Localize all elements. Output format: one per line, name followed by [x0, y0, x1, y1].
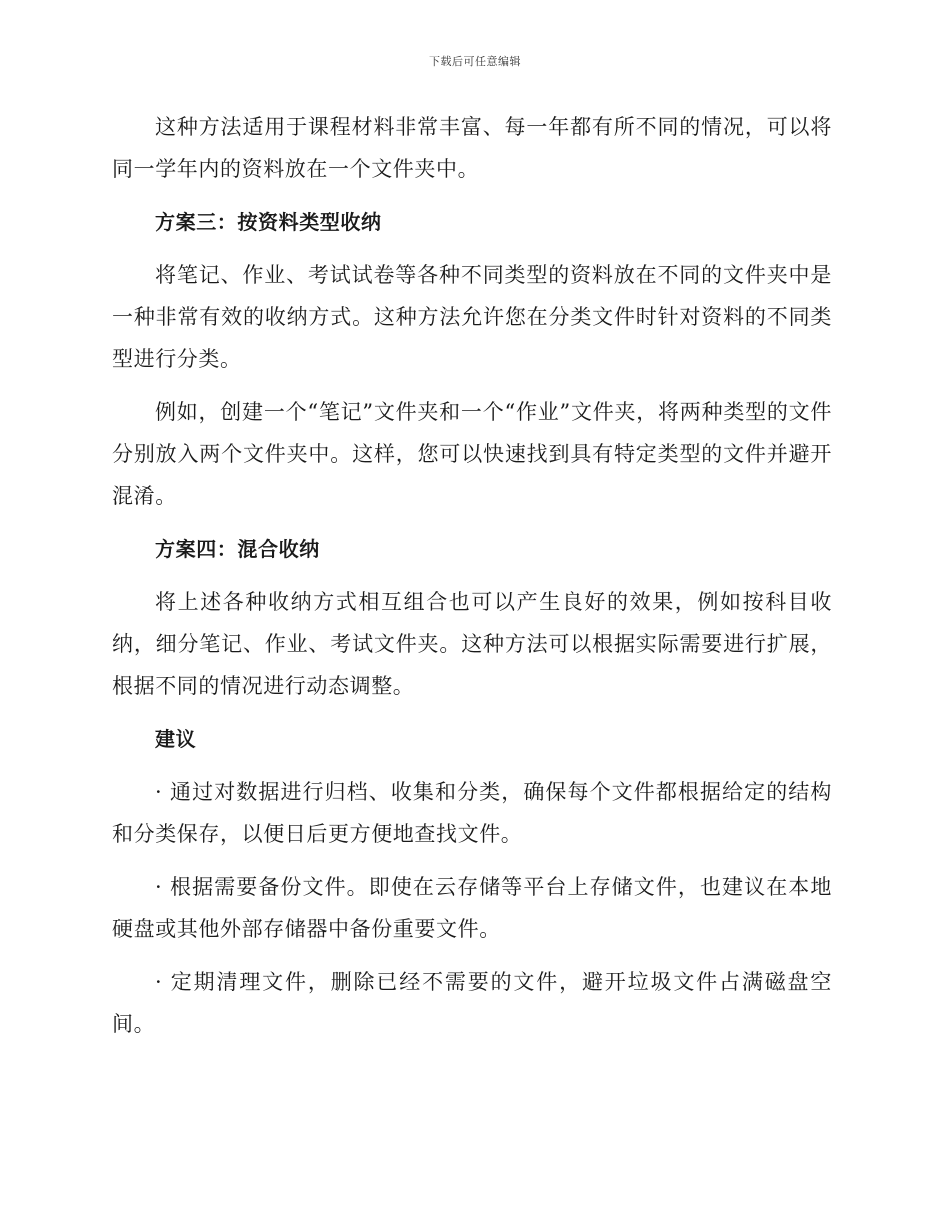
bullet-item-cleanup: · 定期清理文件，删除已经不需要的文件，避开垃圾文件占满磁盘空间。 [112, 970, 832, 1036]
paragraph-mixed-sorting: 将上述各种收纳方式相互组合也可以产生良好的效果，例如按科目收纳，细分笔记、作业、考试文件夹。这种方法可以根据实际需要进行扩展，根据不同的情况进行动态调整。 [112, 590, 832, 698]
section-heading-plan-three: 方案三：按资料类型收纳 [155, 210, 382, 234]
page-header: 下载后可任意编辑 [429, 55, 521, 68]
paragraph-semester-folders: 这种方法适用于课程材料非常丰富、每一年都有所不同的情况，可以将同一学年内的资料放在一个文件夹中。 [112, 115, 832, 181]
section-heading-suggestions: 建议 [155, 727, 197, 751]
bullet-item-archive: · 通过对数据进行归档、收集和分类，确保每个文件都根据给定的结构和分类保存，以便日后更方便地查找文件。 [112, 780, 832, 846]
bullet-item-backup: · 根据需要备份文件。即使在云存储等平台上存储文件，也建议在本地硬盘或其他外部存储器中备份重要文件。 [112, 875, 832, 941]
document-body [112, 106, 832, 1045]
paragraph-type-sorting: 将笔记、作业、考试试卷等各种不同类型的资料放在不同的文件夹中是一种非常有效的收纳方式。这种方法允许您在分类文件时针对资料的不同类型进行分类。 [112, 263, 832, 371]
paragraph-type-example: 例如，创建一个“笔记”文件夹和一个“作业”文件夹，将两种类型的文件分别放入两个文件夹中。这样，您可以快速找到具有特定类型的文件并避开混淆。 [112, 400, 832, 508]
section-heading-plan-four: 方案四：混合收纳 [155, 537, 320, 561]
